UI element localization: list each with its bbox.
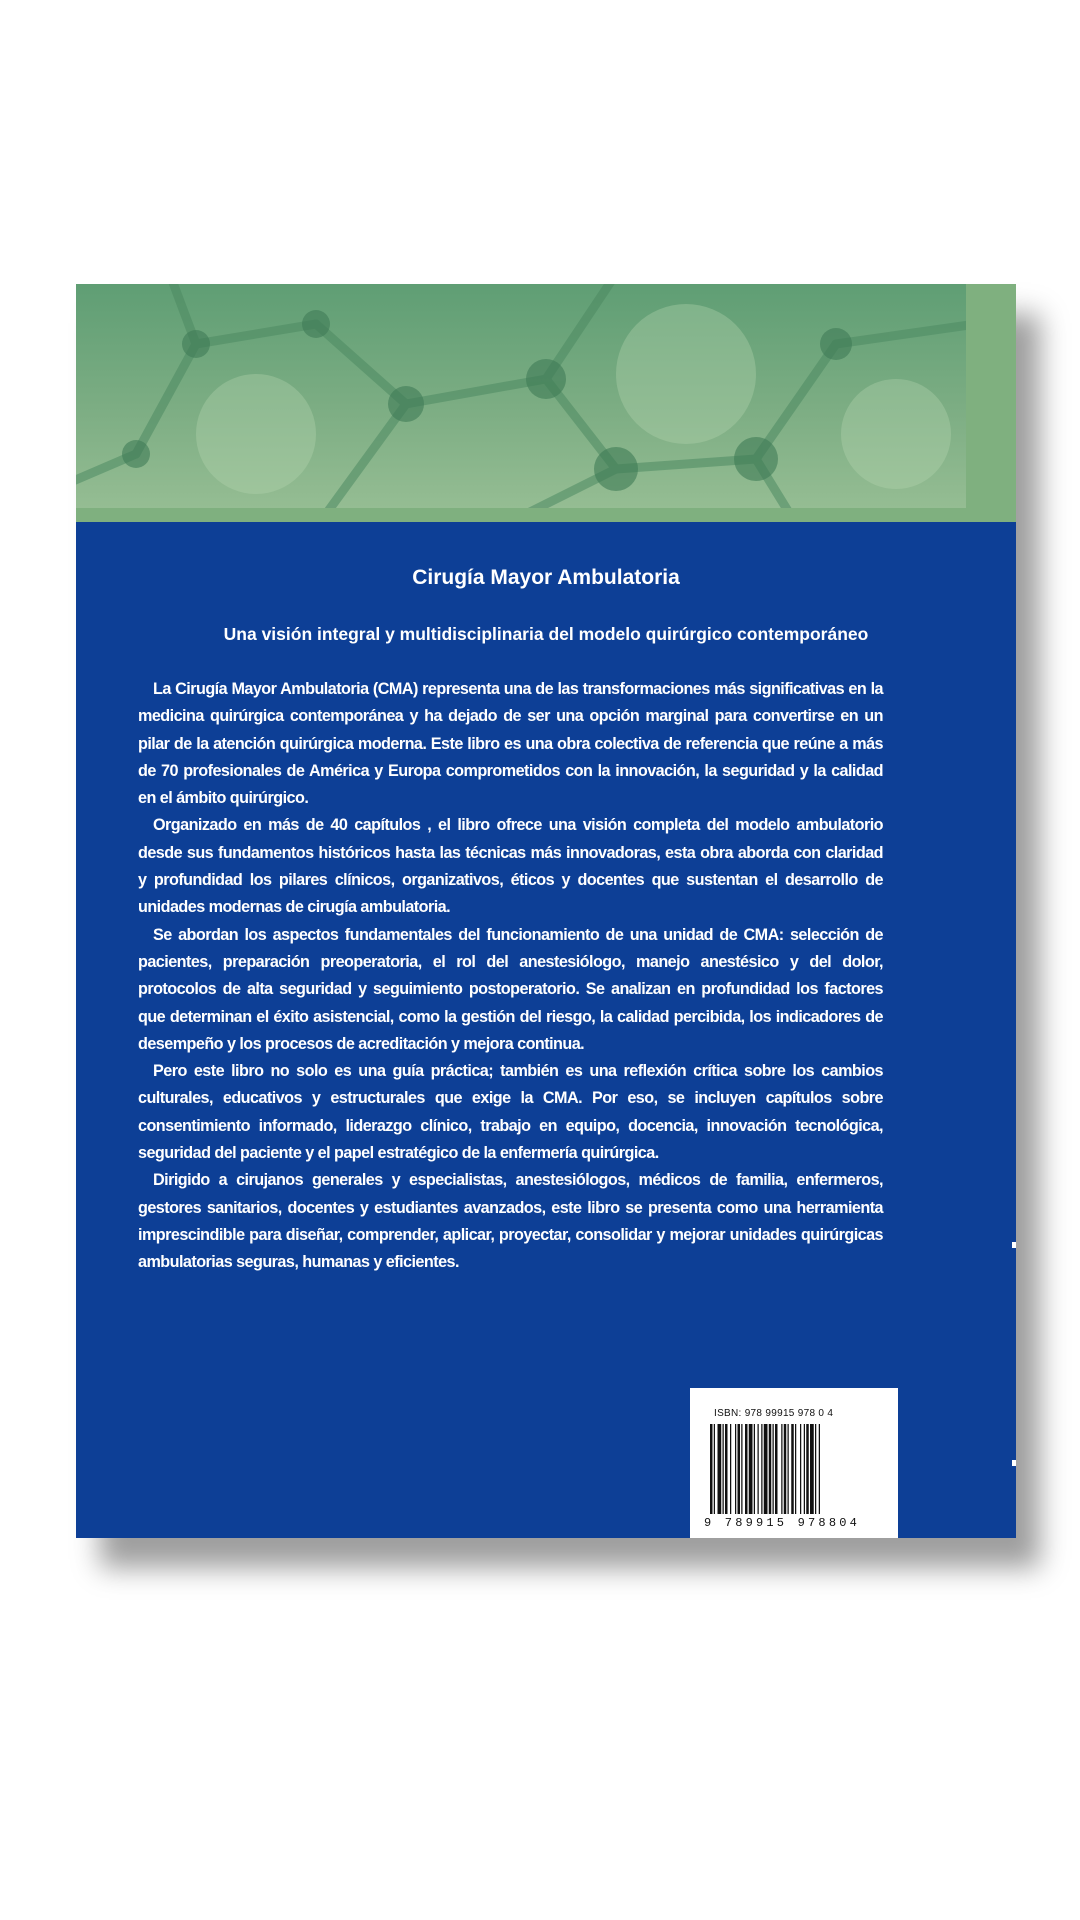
description-paragraph: Dirigido a cirujanos generales y especialistas, anestesiólogos, médicos de familia, enfermeros, gestores sanitarios, docentes y estudiantes avanzados, este libro se presenta como una herramienta imprescindible para diseñar, comprender, aplicar, proyectar, consolidar y mejorar unidades quirúrgicas ambulatorias seguras, humanas y eficientes. xyxy=(138,1171,883,1272)
description-paragraph: La Cirugía Mayor Ambulatoria (CMA) representa una de las transformaciones más significativas en la medicina quirúrgica contemporánea y ha dejado de ser una opción marginal para convertirse en un pilar de la atención quirúrgica moderna. Este libro es una obra colectiva de referencia que reúne a más de 70 profesionales de América y Europa comprometidos con la innovación, la seguridad y la calidad en el ámbito quirúrgico. xyxy=(138,680,883,808)
barcode-bar xyxy=(815,1424,816,1514)
barcode-bar xyxy=(781,1424,782,1514)
barcode-bar xyxy=(745,1424,748,1514)
isbn-barcode xyxy=(690,1388,898,1538)
barcode-bar xyxy=(791,1424,794,1514)
barcode-bar xyxy=(723,1424,724,1514)
book-subtitle: Una visión integral y multidisciplinaria del modelo quirúrgico contemporáneo xyxy=(223,624,869,644)
barcode-bar xyxy=(775,1424,778,1514)
book-title: Cirugía Mayor Ambulatoria xyxy=(412,566,680,589)
barcode-bar xyxy=(788,1424,789,1514)
barcode-bar xyxy=(795,1424,796,1514)
barcode-bars xyxy=(704,1424,888,1516)
barcode-bar xyxy=(810,1424,814,1514)
barcode-bar xyxy=(769,1424,772,1514)
barcode-bar xyxy=(784,1424,787,1514)
description-paragraph: Se abordan los aspectos fundamentales del funcionamiento de una unidad de CMA: selección de pacientes, preparación preoperatoria, el rol del anestesiólogo, manejo anestésico y del dolor, protocolos de alta seguridad y seguimiento postoperatorio. Se analizan en profundidad los factores que determinan el éxito asistencial, como la gestión del riesgo, la calidad percibida, los indicadores de desempeño y los procesos de acreditación y mejora continua. xyxy=(138,925,883,1053)
book-description xyxy=(138,676,883,1277)
description-paragraph: Organizado en más de 40 capítulos , el libro ofrece una visión completa del modelo ambulatorio desde sus fundamentos históricos hasta las técnicas más innovadoras, esta obra aborda con claridad y profundidad los pilares clínicos, organizativos, éticos y docentes que sustentan el desarrollo de unidades modernas de cirugía ambulatoria. xyxy=(138,816,883,917)
barcode-bar xyxy=(730,1424,731,1514)
barcode-bar xyxy=(754,1424,755,1514)
barcode-bar xyxy=(741,1424,742,1514)
description-paragraph: Pero este libro no solo es una guía práctica; también es una reflexión crítica sobre los cambios culturales, educativos y estructurales que exige la CMA. Por eso, se incluyen capítulos sobre consentimiento informado, liderazgo clínico, trabajo en equipo, docencia, innovación tecnológica, seguridad del paciente y el papel estratégico de la enfermería quirúrgica. xyxy=(138,1062,883,1163)
barcode-bar xyxy=(758,1424,759,1514)
barcode-bar xyxy=(735,1424,736,1514)
barcode-bar xyxy=(749,1424,753,1514)
cover-body xyxy=(76,522,1016,1538)
barcode-bar xyxy=(738,1424,741,1514)
barcode-bar xyxy=(806,1424,809,1514)
barcode-digits: 9 789915 978804 xyxy=(704,1516,861,1530)
edge-mark xyxy=(1012,1242,1016,1248)
barcode-bar xyxy=(710,1424,713,1514)
barcode-bar xyxy=(819,1424,820,1514)
book-back-cover xyxy=(76,284,1016,1538)
barcode-bar xyxy=(804,1424,805,1514)
isbn-label: ISBN: 978 99915 978 0 4 xyxy=(714,1408,834,1419)
barcode-bar xyxy=(714,1424,715,1514)
barcode-bar xyxy=(725,1424,728,1514)
barcode-bar xyxy=(764,1424,768,1514)
cover-banner xyxy=(76,284,1016,522)
barcode-bar xyxy=(761,1424,762,1514)
barcode-bar xyxy=(800,1424,801,1514)
molecular-structure-image xyxy=(76,284,966,508)
barcode-bar xyxy=(773,1424,774,1514)
barcode-bar xyxy=(718,1424,722,1514)
edge-mark xyxy=(1012,1460,1016,1466)
